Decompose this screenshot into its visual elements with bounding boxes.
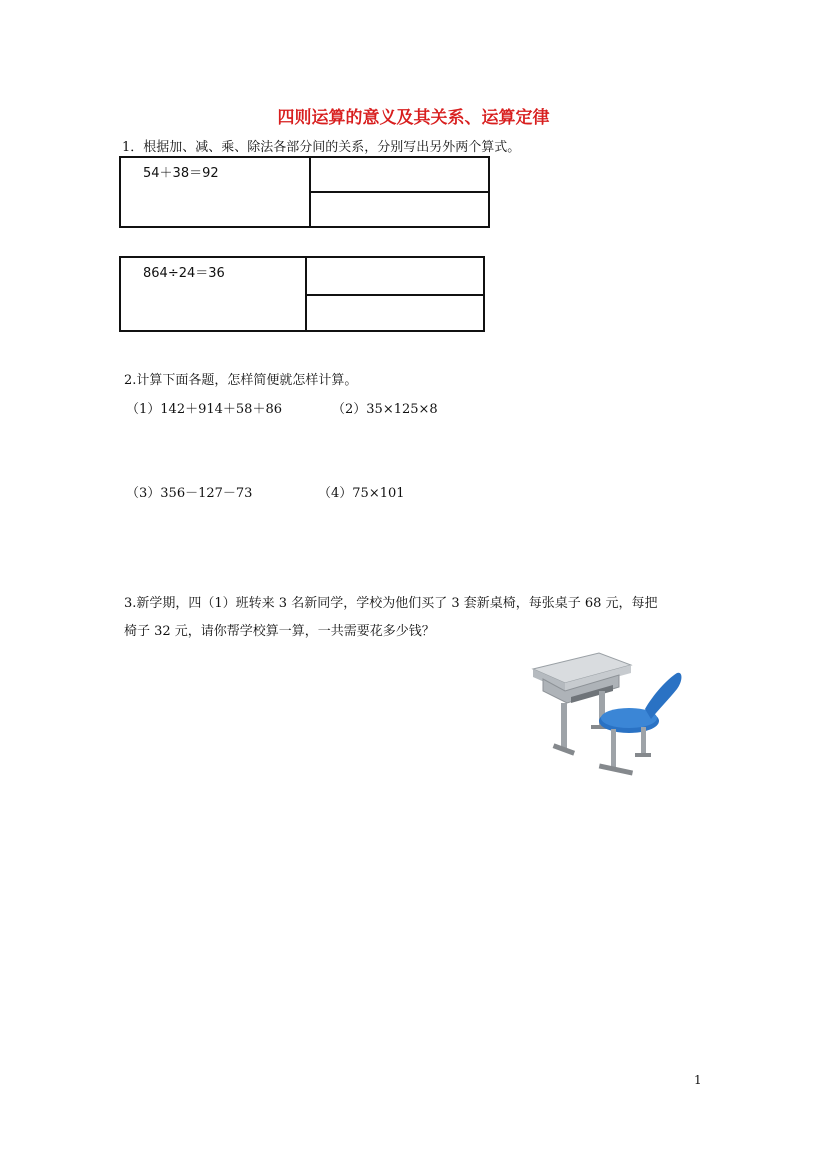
q1-box2-answer-1[interactable] xyxy=(307,258,483,294)
q3-line-1: 3.新学期，四（1）班转来 3 名新同学，学校为他们买了 3 套新桌椅，每张桌子 68 元，每把 xyxy=(124,596,658,611)
q3-line-2: 椅子 32 元，请你帮学校算一算，一共需要花多少钱？ xyxy=(124,624,435,639)
page-title: 四则运算的意义及其关系、运算定律 xyxy=(277,108,550,128)
q1-box-2 xyxy=(119,256,485,332)
q2-item-4: （4）75×101 xyxy=(318,486,405,501)
q1-box2-equation: 864÷24＝36 xyxy=(143,266,225,281)
q1-box2-answer-2[interactable] xyxy=(307,296,483,330)
q1-prompt: 1．根据加、减、乘、除法各部分间的关系，分别写出另外两个算式。 xyxy=(122,140,521,155)
q2-prompt: 2.计算下面各题，怎样简便就怎样计算。 xyxy=(124,373,358,388)
desk-chair-illustration xyxy=(527,647,687,787)
q1-box1-answer-1[interactable] xyxy=(311,158,488,191)
q1-box1-equation: 54＋38＝92 xyxy=(143,166,219,181)
q2-item-3: （3）356－127－73 xyxy=(126,486,253,501)
q2-item-2: （2）35×125×8 xyxy=(332,402,438,417)
page-number: 1 xyxy=(694,1073,702,1087)
q2-item-1: （1）142＋914＋58＋86 xyxy=(126,402,282,417)
q1-box-1 xyxy=(119,156,490,228)
q1-box1-answer-2[interactable] xyxy=(311,193,488,226)
